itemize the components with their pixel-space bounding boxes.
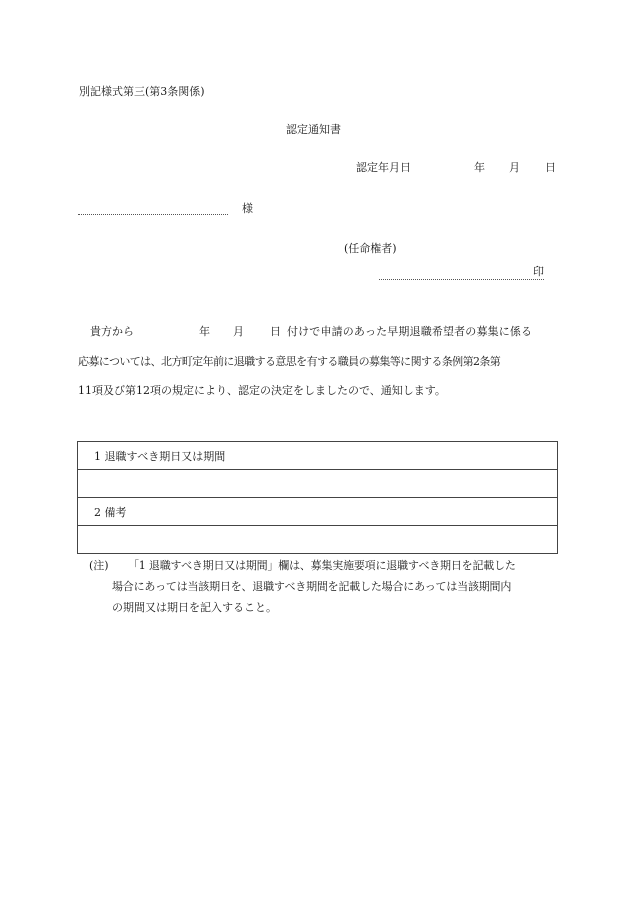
date-label: 認定年月日 — [356, 161, 411, 174]
details-table — [77, 441, 558, 554]
table-cell-remarks-value — [78, 526, 558, 554]
table-cell-retirement-date-header: 1 退職すべき期日又は期間 — [78, 442, 558, 470]
body-year: 年 — [199, 325, 210, 338]
body-day: 日 — [270, 325, 281, 338]
footnote-marker: (注) — [89, 559, 109, 572]
body-prefix: 貴方から — [90, 325, 134, 338]
table-cell-remarks-header: 2 備考 — [78, 498, 558, 526]
addressee-name-line — [78, 214, 228, 215]
date-year: 年 — [474, 161, 485, 174]
appointer-name-line — [379, 279, 544, 280]
seal-mark: 印 — [533, 265, 544, 278]
addressee-suffix: 様 — [242, 202, 253, 215]
document-title: 認定通知書 — [286, 123, 341, 136]
body-line-2: 応募については、北方町定年前に退職する意思を有する職員の募集等に関する条例第2条第 — [78, 355, 501, 368]
body-month: 月 — [233, 325, 244, 338]
footnote-line-3: の期間又は期日を記入すること。 — [112, 601, 277, 614]
body-line-3: 11項及び第12項の規定により、認定の決定をしましたので、通知します。 — [78, 384, 446, 397]
table-row — [78, 498, 558, 526]
body-line-1-rest: 付けで申請のあった早期退職希望者の募集に係る — [287, 325, 533, 338]
footnote-line-2: 場合にあっては当該期日を、退職すべき期間を記載した場合にあっては当該期間内 — [112, 580, 512, 593]
date-month: 月 — [509, 161, 520, 174]
table-row — [78, 442, 558, 470]
appointer-label: (任命権者) — [344, 242, 397, 255]
table-row — [78, 470, 558, 498]
footnote-line-1: 「1 退職すべき期日又は期間」欄は、募集実施要項に退職すべき期日を記載した — [128, 559, 516, 572]
form-label: 別記様式第三(第3条関係) — [79, 85, 205, 98]
table-row — [78, 526, 558, 554]
date-day: 日 — [545, 161, 556, 174]
table-cell-retirement-date-value — [78, 470, 558, 498]
